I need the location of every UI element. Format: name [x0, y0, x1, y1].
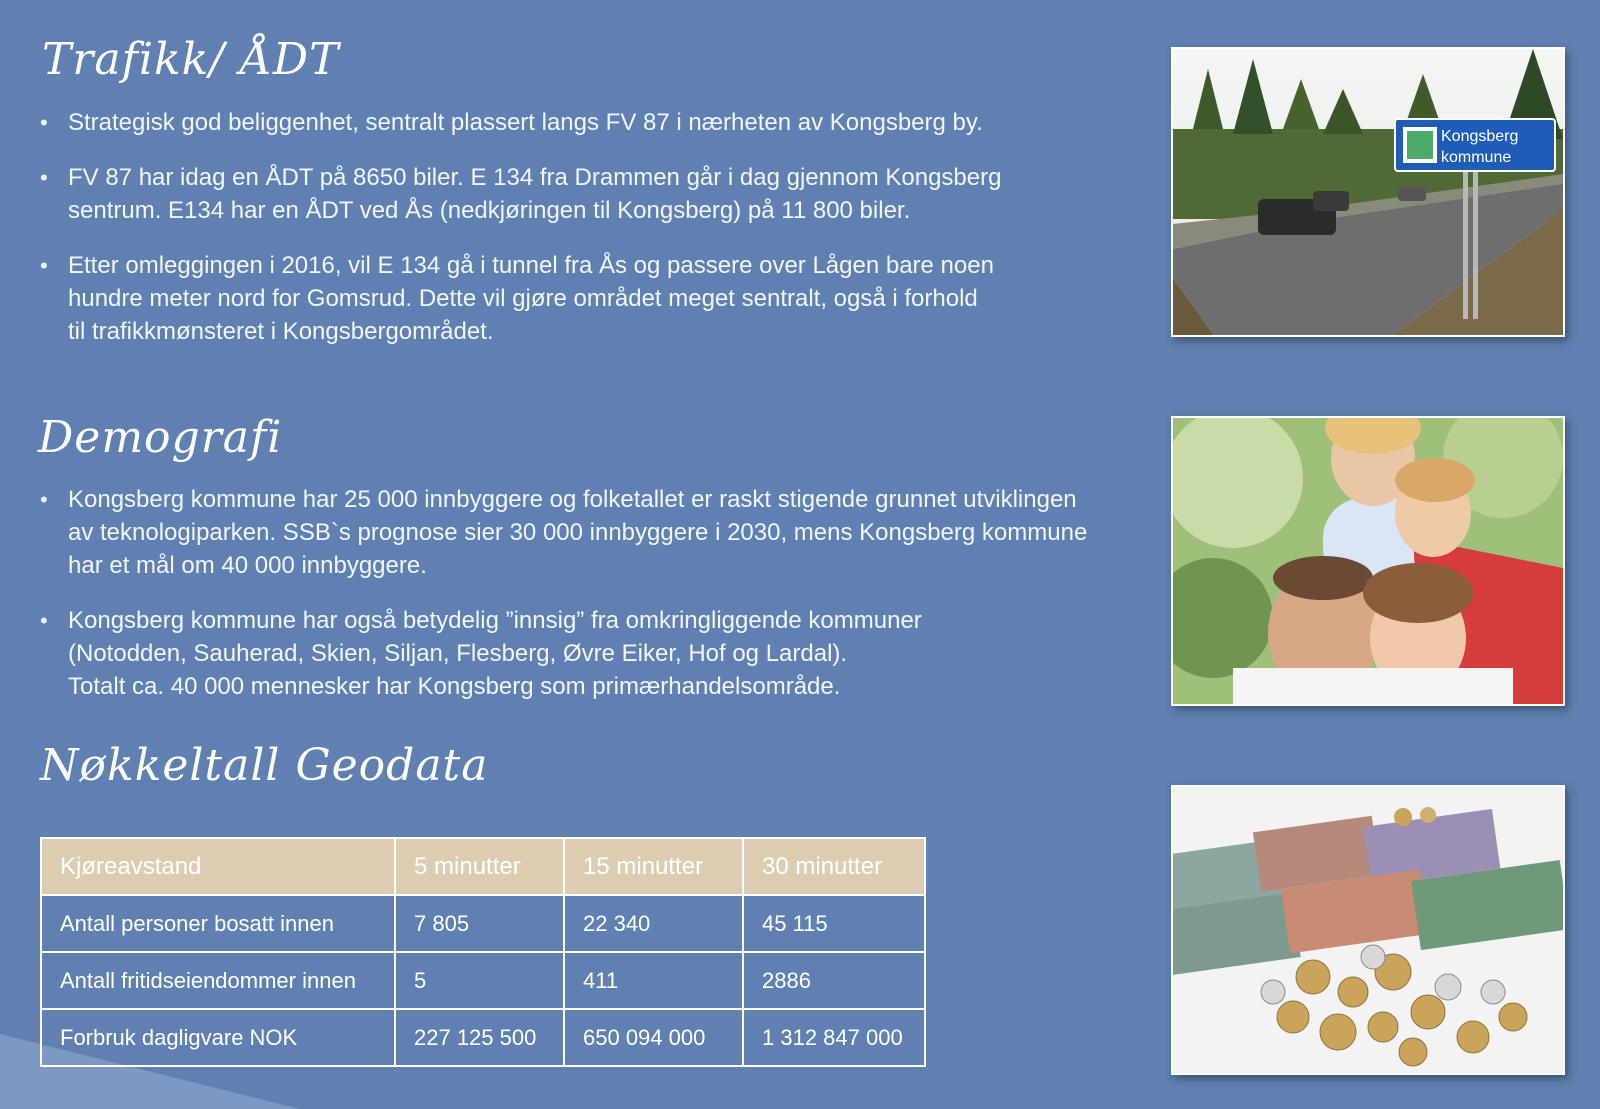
demographics-bullet-list [40, 483, 1150, 725]
sign-text-line1: Kongsberg [1441, 128, 1519, 145]
traffic-bullet-2: • FV 87 har idag en ÅDT på 8650 biler. E 134 fra Drammen går i dag gjennom Kongsberg sentrum. E134 har en ÅDT ved Ås (nedkjøringen til Kongsberg) på 11 800 biler. [40, 161, 1100, 227]
table-cell: 45 115 [743, 895, 925, 952]
table-row [41, 895, 925, 952]
demographics-bullet-1: • Kongsberg kommune har 25 000 innbyggere og folketallet er raskt stigende grunnet utviklingen av teknologiparken. SSB`s prognose sier 30 000 innbyggere i 2030, mens Kongsberg kommune har et mål om 40 000 innbyggere. [40, 483, 1150, 582]
traffic-bullet-3: • Etter omleggingen i 2016, vil E 134 gå i tunnel fra Ås og passere over Lågen bare noen hundre meter nord for Gomsrud. Dette vil gjøre området meget sentralt, også i forhold til trafikkmønsteret i Kongsbergområdet. [40, 249, 1100, 348]
table-cell: Antall fritidseiendommer innen [41, 952, 395, 1009]
table-cell: 2886 [743, 952, 925, 1009]
table-cell: Forbruk dagligvare NOK [41, 1009, 395, 1066]
geodata-table [40, 837, 926, 1067]
header-cell: 15 minutter [564, 838, 743, 895]
money-photo [1171, 785, 1565, 1075]
table-row [41, 952, 925, 1009]
table-cell: 7 805 [395, 895, 564, 952]
table-cell: 227 125 500 [395, 1009, 564, 1066]
heading-demographics: Demografi [38, 412, 283, 463]
table-row [41, 1009, 925, 1066]
heading-geodata: Nøkkeltall Geodata [40, 740, 489, 791]
header-cell: 30 minutter [743, 838, 925, 895]
table-cell: 22 340 [564, 895, 743, 952]
table-cell: 650 094 000 [564, 1009, 743, 1066]
traffic-bullet-1: • Strategisk god beliggenhet, sentralt plassert langs FV 87 i nærheten av Kongsberg by. [40, 106, 1100, 139]
table-cell: 5 [395, 952, 564, 1009]
family-photo [1171, 416, 1565, 706]
sign-text-line2: kommune [1441, 149, 1512, 166]
table-cell: 411 [564, 952, 743, 1009]
traffic-bullet-list [40, 106, 1100, 370]
table-cell: 1 312 847 000 [743, 1009, 925, 1066]
table-header-row [41, 838, 925, 895]
road-sign-photo [1171, 47, 1565, 337]
header-cell: Kjøreavstand [41, 838, 395, 895]
header-cell: 5 minutter [395, 838, 564, 895]
demographics-bullet-2: • Kongsberg kommune har også betydelig ”innsig” fra omkringliggende kommuner (Notodden, Sauherad, Skien, Siljan, Flesberg, Øvre Eiker, Hof og Lardal). Totalt ca. 40 000 mennesker har Kongsberg som primærhandelsområde. [40, 604, 1150, 703]
heading-traffic: Trafikk/ ÅDT [42, 34, 340, 85]
table-cell: Antall personer bosatt innen [41, 895, 395, 952]
